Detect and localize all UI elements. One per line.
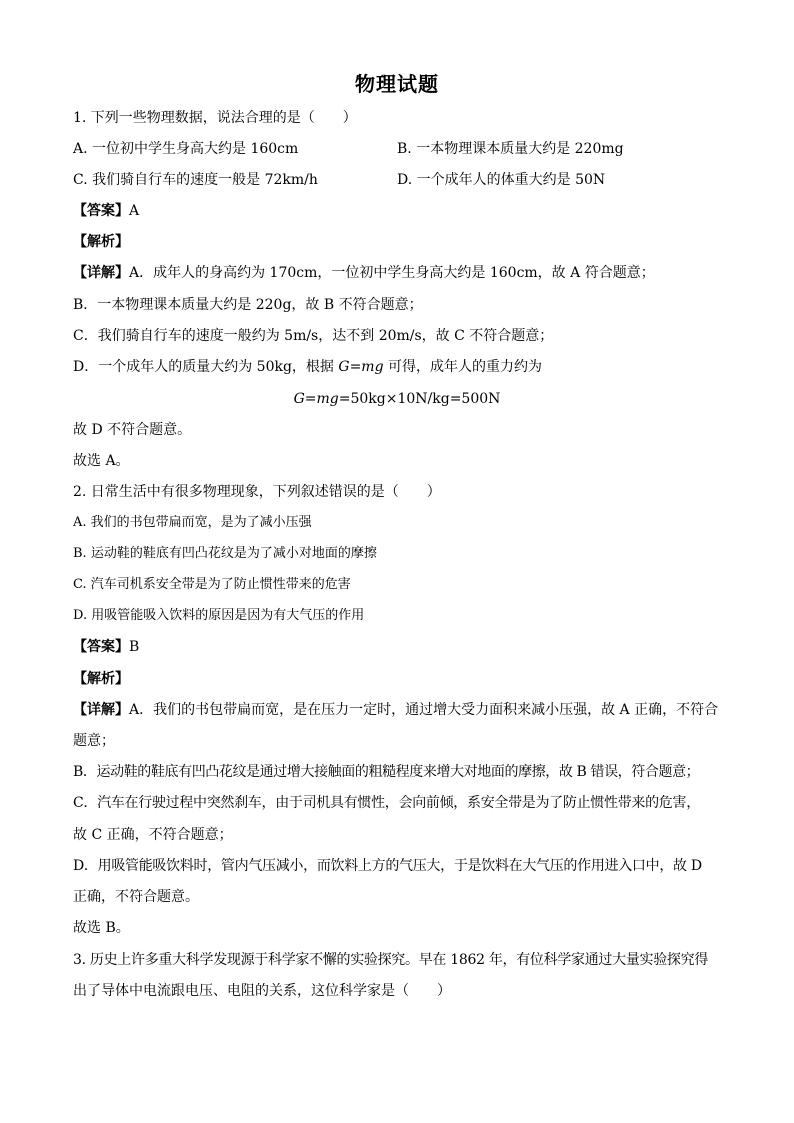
detail-text: 可得，成年人的重力约为	[383, 359, 542, 375]
question-1-analysis-label: 【解析】	[73, 234, 129, 250]
question-2-analysis-label: 【解析】	[73, 671, 129, 687]
question-2-detail-a-cont: 题意；	[73, 733, 115, 749]
detail-label: 【详解】	[73, 265, 129, 281]
question-1-option-c: C. 我们骑自行车的速度一般是 72km/h	[73, 172, 318, 188]
question-2-detail-d-cont: 正确，不符合题意。	[73, 889, 199, 905]
detail-text: A．成年人的身高约为 170cm，一位初中学生身高大约是 160cm，故 A 符合题意；	[129, 265, 655, 281]
question-1-answer	[73, 201, 139, 221]
formula-g: G	[293, 391, 305, 407]
question-1-detail-d	[73, 357, 542, 377]
question-1-option-d: D. 一个成年人的体重大约是 50N	[397, 172, 606, 188]
question-2-option-a: A. 我们的书包带扁而宽，是为了减小压强	[73, 515, 312, 530]
answer-label: 【答案】	[73, 203, 129, 219]
page-title: 物理试题	[355, 72, 439, 96]
question-2-option-c: C. 汽车司机系安全带是为了防止惯性带来的危害	[73, 577, 351, 592]
question-1-detail-a	[73, 263, 655, 283]
formula-rest: =50kg×10N/kg=500N	[338, 391, 501, 407]
question-1-option-a: A. 一位初中学生身高大约是 160cm	[73, 141, 299, 157]
detail-text: D．一个成年人的质量大约为 50kg，根据	[73, 359, 339, 375]
question-1-detail-b: B．一本物理课本质量大约是 220g，故 B 不符合题意；	[73, 297, 423, 313]
question-1-choose: 故选 A。	[73, 453, 130, 469]
question-1-detail-d-end: 故 D 不符合题意。	[73, 422, 192, 438]
question-1-stem: 1. 下列一些物理数据，说法合理的是（ ）	[73, 110, 357, 126]
question-3-stem: 3. 历史上许多重大科学发现源于科学家不懈的实验探究。早在 1862 年，有位科学家通过大量实验探究得	[73, 952, 709, 968]
question-3-stem-cont: 出了导体中电流跟电压、电阻的关系，这位科学家是（ ）	[73, 983, 451, 999]
question-2-answer	[73, 637, 139, 657]
question-1-formula	[0, 389, 794, 409]
question-2-detail-c: C．汽车在行驶过程中突然刹车，由于司机具有惯性，会向前倾，系安全带是为了防止惯性带来的危害，	[73, 795, 700, 811]
detail-text: A．我们的书包带扁而宽，是在压力一定时，通过增大受力面积来减小压强，故 A 正确，不符合	[129, 702, 719, 718]
detail-formula: G=mg	[338, 359, 384, 375]
answer-value: A	[129, 203, 140, 219]
question-1-detail-c: C．我们骑自行车的速度一般约为 5m/s，达不到 20m/s，故 C 不符合题意；	[73, 328, 554, 344]
formula-mg: mg	[316, 391, 339, 407]
question-2-stem: 2. 日常生活中有很多物理现象，下列叙述错误的是（ ）	[73, 484, 441, 500]
question-2-detail-b: B．运动鞋的鞋底有凹凸花纹是通过增大接触面的粗糙程度来增大对地面的摩擦，故 B 错误，符合题意；	[73, 764, 700, 780]
question-2-choose: 故选 B。	[73, 920, 130, 936]
question-2-detail-c-cont: 故 C 正确，不符合题意；	[73, 827, 233, 843]
question-2-detail-a	[73, 700, 718, 720]
answer-label: 【答案】	[73, 639, 129, 655]
question-2-option-b: B. 运动鞋的鞋底有凹凸花纹是为了减小对地面的摩擦	[73, 546, 377, 561]
question-1-option-b: B. 一本物理课本质量大约是 220mg	[397, 141, 624, 157]
detail-label: 【详解】	[73, 702, 129, 718]
answer-value: B	[129, 639, 140, 655]
question-2-detail-d: D．用吸管能吸饮料时，管内气压减小，而饮料上方的气压大，于是饮料在大气压的作用进入口中，故 D	[73, 858, 702, 874]
formula-equals: =	[304, 391, 317, 407]
question-2-option-d: D. 用吸管能吸入饮料的原因是因为有大气压的作用	[73, 608, 365, 623]
